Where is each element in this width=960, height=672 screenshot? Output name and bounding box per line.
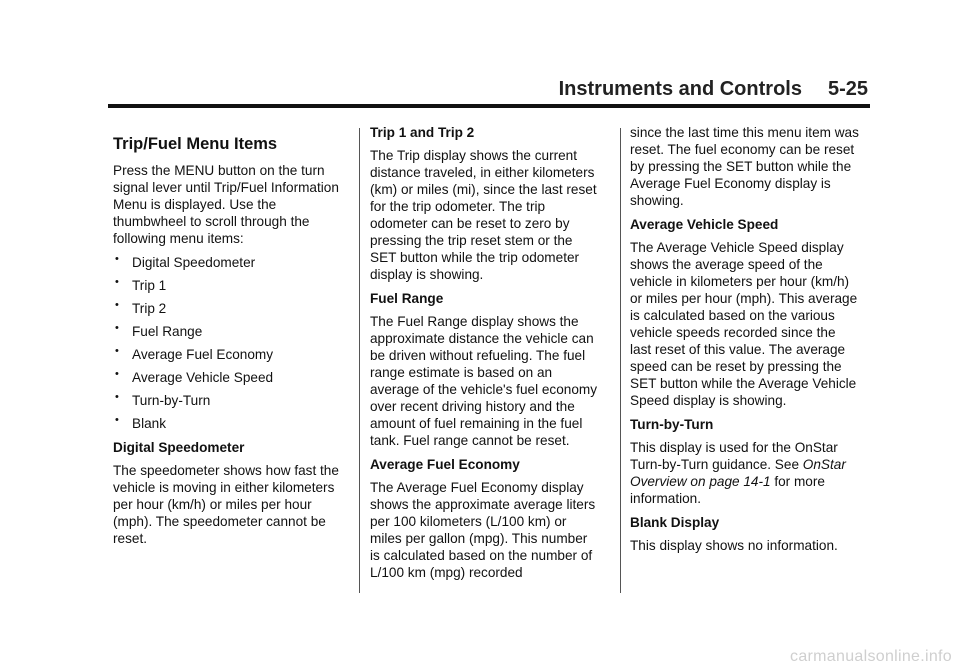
menu-items-list bbox=[113, 254, 343, 432]
bullet-icon: • bbox=[115, 276, 119, 288]
cross-reference-link[interactable]: OnStar Overview on page 14-1 bbox=[630, 457, 846, 489]
bullet-icon: • bbox=[115, 414, 119, 426]
column-3 bbox=[630, 124, 860, 561]
column-2 bbox=[370, 124, 600, 588]
paragraph-trip: The Trip display shows the current distance traveled, in either kilometers (km) or miles (mi), since the last reset for the trip odometer. The trip odometer can be reset to zero by pressing the trip reset stem or the SET button while the trip odometer display is showing. bbox=[370, 148, 597, 282]
column-1 bbox=[113, 124, 343, 554]
list-item: • Blank bbox=[115, 414, 167, 431]
subheading-turn-by-turn: Turn-by-Turn bbox=[630, 417, 714, 432]
paragraph-blank-display: This display shows no information. bbox=[630, 538, 838, 553]
section-title: Instruments and Controls bbox=[558, 78, 802, 100]
subheading-average-fuel-economy: Average Fuel Economy bbox=[370, 457, 520, 472]
section-heading: Trip/Fuel Menu Items bbox=[113, 135, 278, 153]
subheading-digital-speedometer: Digital Speedometer bbox=[113, 440, 245, 455]
bullet-icon: • bbox=[115, 322, 119, 334]
bullet-icon: • bbox=[115, 253, 119, 265]
paragraph-average-fuel-economy-cont: since the last time this menu item was reset. The fuel economy can be reset by pressing the SET button while the Average Fuel Economy display is showing. bbox=[630, 125, 859, 208]
intro-paragraph: Press the MENU button on the turn signal lever until Trip/Fuel Information Menu is displayed. Use the thumbwheel to scroll through the following menu items: bbox=[113, 163, 339, 246]
list-item: • Trip 2 bbox=[115, 299, 167, 316]
list-item: • Average Fuel Economy bbox=[115, 345, 274, 362]
list-item: • Fuel Range bbox=[115, 322, 203, 339]
subheading-average-vehicle-speed: Average Vehicle Speed bbox=[630, 217, 779, 232]
paragraph-average-fuel-economy: The Average Fuel Economy display shows the approximate average liters per 100 kilometers (L/100 km) or miles per gallon (mpg). This number is calculated based on the number of L/100 km (mpg) recorded bbox=[370, 480, 596, 580]
list-item: • Turn-by-Turn bbox=[115, 391, 211, 408]
paragraph-digital-speedometer: The speedometer shows how fast the vehicle is moving in either kilometers per hour (km/h) or miles per hour (mph). The speedometer cannot be reset. bbox=[113, 463, 339, 546]
list-item: • Average Vehicle Speed bbox=[115, 368, 274, 385]
page-header bbox=[108, 78, 868, 101]
column-divider bbox=[359, 128, 360, 593]
bullet-icon: • bbox=[115, 299, 119, 311]
header-rule bbox=[108, 104, 870, 108]
page-number: 5-25 bbox=[827, 78, 868, 100]
bullet-icon: • bbox=[115, 345, 119, 357]
subheading-fuel-range: Fuel Range bbox=[370, 291, 444, 306]
column-divider bbox=[620, 128, 621, 593]
bullet-icon: • bbox=[115, 391, 119, 403]
list-item: • Trip 1 bbox=[115, 276, 167, 293]
list-item: • Digital Speedometer bbox=[115, 253, 256, 270]
paragraph-turn-by-turn: This display is used for the OnStar Turn-by-Turn guidance. See OnStar Overview on page 14-1 for more information. bbox=[630, 440, 846, 506]
subheading-blank-display: Blank Display bbox=[630, 515, 720, 530]
subheading-trip: Trip 1 and Trip 2 bbox=[370, 125, 475, 140]
paragraph-fuel-range: The Fuel Range display shows the approximate distance the vehicle can be driven without refueling. The fuel range estimate is based on an average of the vehicle's fuel economy over recent driving history and the amount of fuel remaining in the fuel tank. Fuel range cannot be reset. bbox=[370, 314, 598, 448]
watermark: carmanualsonline.info bbox=[790, 648, 952, 665]
bullet-icon: • bbox=[115, 368, 119, 380]
paragraph-average-vehicle-speed: The Average Vehicle Speed display shows the average speed of the vehicle in kilometers per hour (km/h) or miles per hour (mph). This average is calculated based on the various vehicle speeds recorded since the last reset of this value. The average speed can be reset by pressing the SET button while the Average Vehicle Speed display is showing. bbox=[630, 240, 858, 408]
